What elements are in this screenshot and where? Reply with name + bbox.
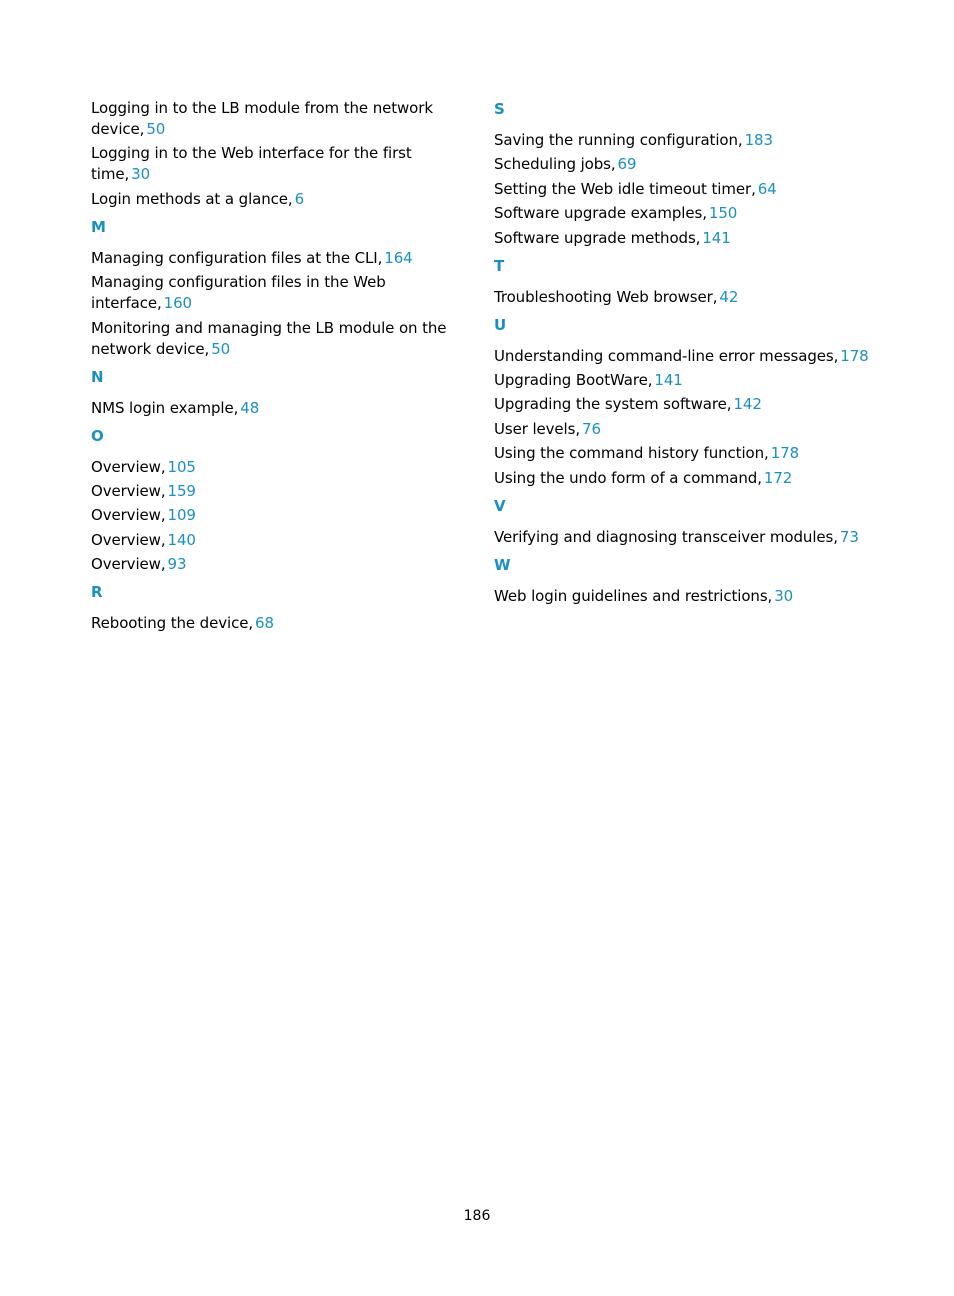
page-link[interactable]: 142 [733,395,762,414]
index-group [494,496,874,548]
index-entry-text: Overview, [91,506,166,525]
page-number: 186 [463,1208,491,1224]
page-link[interactable]: 141 [702,228,731,247]
index-entry [494,370,874,391]
index-entry-text: Upgrading BootWare, [494,370,653,389]
index-entry [91,613,471,634]
index-entry-text: Web login guidelines and restrictions, [494,586,773,605]
index-entry [494,419,874,440]
index-entry [494,346,874,367]
index-entry [91,554,471,575]
index-group [91,426,471,576]
index-column-right [494,99,874,610]
page-link[interactable]: 93 [167,555,187,574]
index-group [494,99,874,249]
index-letter-heading: T [494,256,505,275]
page-link[interactable]: 164 [384,248,413,267]
page-link[interactable]: 30 [774,586,794,605]
page-link[interactable]: 68 [255,614,274,633]
index-group [494,555,874,607]
index-entry-text: Login methods at a glance, [91,189,293,208]
index-letter-heading: S [494,100,505,118]
index-entry-text: Troubleshooting Web browser, [494,287,718,306]
page-link[interactable]: 183 [744,131,773,149]
index-entry [494,586,874,607]
index-entry-text: Managing configuration files in the Web interface, [91,273,386,313]
index-entry-text: Logging in to the Web interface for the first time, [91,144,412,184]
index-entry [494,130,874,151]
index-entry-text: Scheduling jobs, [494,155,616,174]
index-entry [91,248,471,269]
index-entry-text: Overview, [91,481,166,500]
index-entry [91,143,471,185]
index-entry [494,154,874,175]
index-entry-text: Overview, [91,530,166,549]
index-group [494,256,874,308]
index-entry [494,287,874,308]
page-link[interactable]: 140 [167,530,196,549]
index-entry-text: Rebooting the device, [91,614,254,633]
page-link[interactable]: 141 [654,370,683,389]
index-entry [91,398,471,419]
index-letter-heading: U [494,315,507,334]
index-entry-text: Understanding command-line error messages, [494,346,839,365]
index-entry-text: Software upgrade methods, [494,228,701,247]
index-entry-text: Upgrading the system software, [494,395,732,414]
index-entry [91,457,471,478]
index-group [91,367,471,419]
index-entry [494,394,874,415]
index-entry-text: NMS login example, [91,398,239,417]
index-entry-text: Software upgrade examples, [494,204,707,223]
page-link[interactable]: 159 [167,481,196,500]
page-link[interactable]: 69 [617,155,637,174]
index-letter-heading: R [91,583,103,602]
index-entry-text: Logging in to the LB module from the network device, [91,99,433,138]
index-group [494,315,874,489]
index-entry-text: Using the command history function, [494,444,769,463]
page-link[interactable]: 105 [167,457,196,476]
index-entry [91,530,471,551]
index-entry-text: Saving the running configuration, [494,131,743,149]
index-entry-text: Managing configuration files at the CLI, [91,248,383,267]
index-letter-heading: V [494,496,506,515]
index-entry-text: Monitoring and managing the LB module on the network device, [91,318,447,358]
page-link[interactable]: 178 [840,346,869,365]
index-letter-heading: O [91,426,104,445]
index-entry [494,179,874,200]
page-link[interactable]: 64 [757,179,777,198]
index-entry [494,228,874,249]
index-group [91,98,471,210]
page-link[interactable]: 48 [240,398,260,417]
page-link[interactable]: 73 [839,527,859,546]
index-entry-text: Verifying and diagnosing transceiver modules, [494,527,838,546]
index-entry-text: Overview, [91,555,166,574]
index-entry [91,318,471,360]
index-group [91,582,471,634]
index-letter-heading: N [91,367,104,386]
index-entry [91,272,471,314]
index-entry [494,527,874,548]
page-link[interactable]: 172 [763,468,793,487]
index-letter-heading: W [494,555,511,574]
page-link[interactable]: 178 [770,444,800,463]
index-entry-text: User levels, [494,419,581,438]
index-entry [91,481,471,502]
page-link[interactable]: 30 [131,165,151,184]
index-entry-text: Setting the Web idle timeout timer, [494,179,756,198]
index-entry [91,505,471,526]
page-link[interactable]: 6 [294,189,305,208]
index-entry [91,189,471,210]
index-entry-text: Overview, [91,457,166,476]
index-entry [91,98,471,140]
page-link[interactable]: 50 [211,339,231,358]
page-link[interactable]: 150 [708,204,738,223]
index-entry [494,203,874,224]
index-column-left [91,98,471,638]
index-entry [494,443,874,464]
index-entry-text: Using the undo form of a command, [494,468,762,487]
page-link[interactable]: 50 [146,120,166,138]
page-link[interactable]: 160 [163,294,193,313]
index-letter-heading: M [91,217,106,236]
page-link[interactable]: 109 [167,506,196,525]
index-group [91,217,471,360]
page-link[interactable]: 76 [582,419,601,438]
page-link[interactable]: 42 [719,287,739,306]
index-entry [494,468,874,489]
